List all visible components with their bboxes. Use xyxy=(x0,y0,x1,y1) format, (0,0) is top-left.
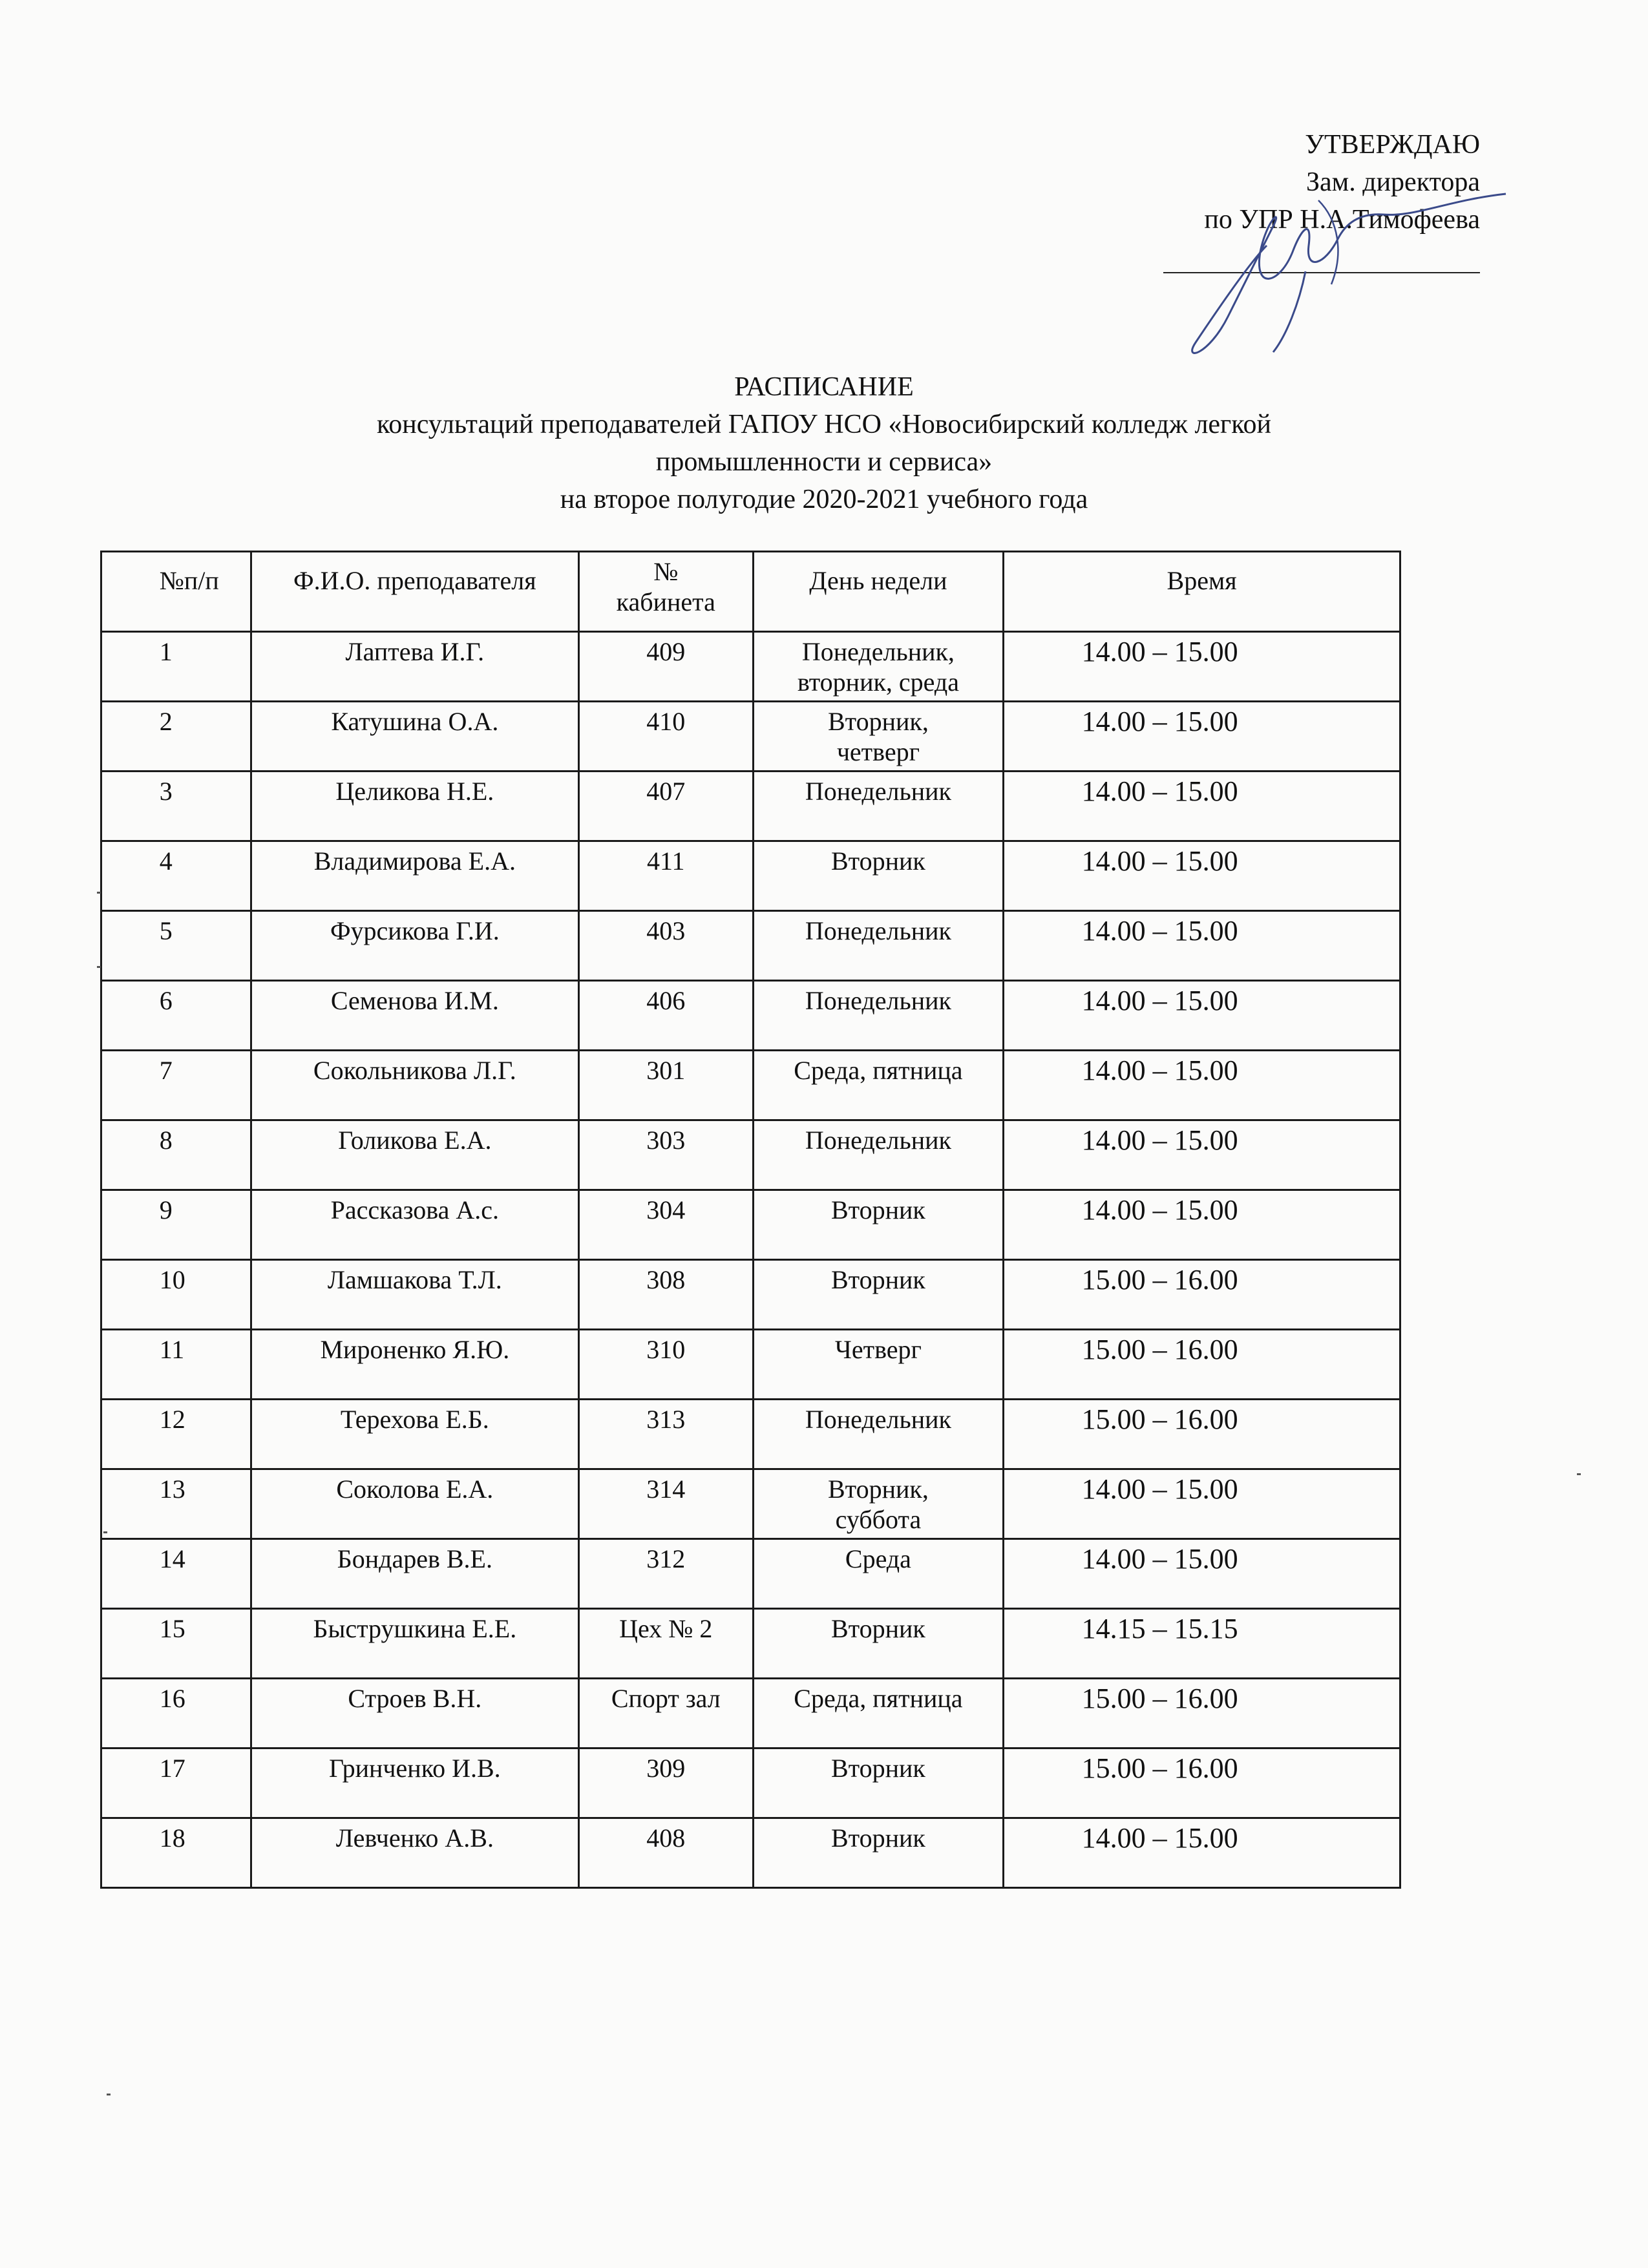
cell-name: Гринченко И.В. xyxy=(251,1748,578,1818)
cell-room: 403 xyxy=(578,911,753,981)
table-row xyxy=(101,1260,1400,1330)
cell-day xyxy=(753,1679,1004,1748)
cell-day-line-1: Вторник xyxy=(830,1823,925,1853)
cell-time: 14.00 – 15.00 xyxy=(1004,1190,1400,1260)
cell-room: 406 xyxy=(578,981,753,1051)
table-row xyxy=(101,702,1400,772)
cell-room: Цех № 2 xyxy=(578,1609,753,1679)
cell-name: Лаптева И.Г. xyxy=(251,632,578,702)
cell-name: Быструшкина Е.Е. xyxy=(251,1609,578,1679)
title-heading: РАСПИСАНИЕ xyxy=(734,372,914,402)
cell-day-line-1: Среда, пятница xyxy=(794,1684,963,1713)
cell-day-line-1: Вторник, xyxy=(827,1475,929,1504)
cell-num: 16 xyxy=(101,1679,251,1748)
cell-day xyxy=(753,1748,1004,1818)
cell-day xyxy=(753,702,1004,772)
cell-room: 314 xyxy=(578,1469,753,1539)
cell-time: 15.00 – 16.00 xyxy=(1004,1330,1400,1400)
cell-name: Строев В.Н. xyxy=(251,1679,578,1748)
cell-day-line-1: Понедельник xyxy=(805,916,951,945)
table-row xyxy=(101,1190,1400,1260)
cell-room: 309 xyxy=(578,1748,753,1818)
cell-day-line-1: Понедельник xyxy=(805,986,951,1015)
table-row xyxy=(101,1748,1400,1818)
cell-day xyxy=(753,981,1004,1051)
table-header-row xyxy=(101,552,1400,632)
title-line-2: консультаций преподавателей ГАПОУ НСО «Новосибирский колледж легкой xyxy=(376,410,1272,439)
cell-room: 312 xyxy=(578,1539,753,1609)
header-num: №п/п xyxy=(101,552,251,632)
cell-day-line-2: вторник, среда xyxy=(797,667,959,697)
cell-time: 14.15 – 15.15 xyxy=(1004,1609,1400,1679)
cell-day xyxy=(753,1260,1004,1330)
cell-num: 12 xyxy=(101,1400,251,1469)
cell-num: 3 xyxy=(101,772,251,841)
cell-num: 2 xyxy=(101,702,251,772)
cell-day-line-1: Вторник xyxy=(830,1265,925,1294)
cell-num: 7 xyxy=(101,1051,251,1120)
cell-room: 304 xyxy=(578,1190,753,1260)
approval-person: по УПР Н.А.Тимофеева xyxy=(1204,205,1480,235)
cell-day xyxy=(753,1330,1004,1400)
cell-day xyxy=(753,1539,1004,1609)
cell-num: 8 xyxy=(101,1120,251,1190)
cell-name: Левченко А.В. xyxy=(251,1818,578,1888)
header-day: День недели xyxy=(753,552,1004,632)
cell-num: 10 xyxy=(101,1260,251,1330)
table-row xyxy=(101,1679,1400,1748)
cell-name: Целикова Н.Е. xyxy=(251,772,578,841)
table-row xyxy=(101,1609,1400,1679)
document-title xyxy=(0,368,1648,518)
cell-name: Соколова Е.А. xyxy=(251,1469,578,1539)
scan-speck xyxy=(97,966,101,968)
cell-day xyxy=(753,1120,1004,1190)
cell-num: 6 xyxy=(101,981,251,1051)
cell-time: 14.00 – 15.00 xyxy=(1004,1818,1400,1888)
cell-name: Владимирова Е.А. xyxy=(251,841,578,911)
cell-day xyxy=(753,772,1004,841)
cell-day-line-1: Вторник xyxy=(830,846,925,876)
table-row xyxy=(101,632,1400,702)
cell-day xyxy=(753,911,1004,981)
table-row xyxy=(101,772,1400,841)
table-row xyxy=(101,1400,1400,1469)
cell-name: Ламшакова Т.Л. xyxy=(251,1260,578,1330)
title-line-4: на второе полугодие 2020-2021 учебного года xyxy=(560,485,1088,514)
title-line-3: промышленности и сервиса» xyxy=(655,447,993,477)
cell-name: Фурсикова Г.И. xyxy=(251,911,578,981)
header-time: Время xyxy=(1004,552,1400,632)
scan-speck xyxy=(97,892,101,894)
cell-room: 410 xyxy=(578,702,753,772)
table-row xyxy=(101,981,1400,1051)
cell-time: 14.00 – 15.00 xyxy=(1004,702,1400,772)
cell-day-line-2: четверг xyxy=(836,737,920,766)
cell-day-line-2: суббота xyxy=(835,1505,922,1534)
table-row xyxy=(101,1469,1400,1539)
cell-day-line-1: Вторник xyxy=(830,1754,925,1783)
table-row xyxy=(101,1539,1400,1609)
header-name: Ф.И.О. преподавателя xyxy=(251,552,578,632)
cell-name: Терехова Е.Б. xyxy=(251,1400,578,1469)
cell-day-line-1: Среда, пятница xyxy=(794,1056,963,1085)
cell-name: Голикова Е.А. xyxy=(251,1120,578,1190)
cell-day-line-1: Понедельник xyxy=(805,1405,951,1434)
cell-day-line-1: Среда xyxy=(845,1544,911,1573)
cell-day xyxy=(753,1609,1004,1679)
cell-name: Бондарев В.Е. xyxy=(251,1539,578,1609)
cell-day xyxy=(753,841,1004,911)
cell-room: 303 xyxy=(578,1120,753,1190)
cell-time: 15.00 – 16.00 xyxy=(1004,1400,1400,1469)
cell-day-line-1: Понедельник xyxy=(805,1126,951,1155)
cell-day-line-1: Вторник xyxy=(830,1614,925,1643)
cell-day xyxy=(753,1818,1004,1888)
cell-time: 14.00 – 15.00 xyxy=(1004,1120,1400,1190)
approval-position: Зам. директора xyxy=(1305,167,1480,197)
cell-time: 15.00 – 16.00 xyxy=(1004,1679,1400,1748)
cell-name: Рассказова А.с. xyxy=(251,1190,578,1260)
cell-time: 14.00 – 15.00 xyxy=(1004,911,1400,981)
cell-time: 14.00 – 15.00 xyxy=(1004,1469,1400,1539)
cell-num: 18 xyxy=(101,1818,251,1888)
cell-room: 301 xyxy=(578,1051,753,1120)
cell-day-line-1: Четверг xyxy=(834,1335,922,1364)
table-row xyxy=(101,1818,1400,1888)
cell-room: 308 xyxy=(578,1260,753,1330)
cell-room: 411 xyxy=(578,841,753,911)
table-row xyxy=(101,1120,1400,1190)
cell-time: 15.00 – 16.00 xyxy=(1004,1260,1400,1330)
cell-num: 1 xyxy=(101,632,251,702)
cell-day xyxy=(753,1190,1004,1260)
cell-day-line-1: Вторник, xyxy=(827,707,929,736)
cell-time: 14.00 – 15.00 xyxy=(1004,632,1400,702)
table-row xyxy=(101,1330,1400,1400)
cell-room: 407 xyxy=(578,772,753,841)
approval-title: УТВЕРЖДАЮ xyxy=(1305,130,1480,160)
cell-time: 15.00 – 16.00 xyxy=(1004,1748,1400,1818)
cell-day xyxy=(753,1469,1004,1539)
cell-num: 15 xyxy=(101,1609,251,1679)
cell-name: Катушина О.А. xyxy=(251,702,578,772)
cell-room: 313 xyxy=(578,1400,753,1469)
cell-time: 14.00 – 15.00 xyxy=(1004,981,1400,1051)
cell-num: 9 xyxy=(101,1190,251,1260)
cell-day-line-1: Понедельник xyxy=(805,777,951,806)
cell-num: 4 xyxy=(101,841,251,911)
table-row xyxy=(101,1051,1400,1120)
cell-num: 17 xyxy=(101,1748,251,1818)
cell-name: Сокольникова Л.Г. xyxy=(251,1051,578,1120)
cell-num: 14 xyxy=(101,1539,251,1609)
cell-day xyxy=(753,632,1004,702)
scan-speck xyxy=(1577,1473,1581,1475)
cell-room: 408 xyxy=(578,1818,753,1888)
signature-image xyxy=(1170,174,1532,368)
cell-num: 5 xyxy=(101,911,251,981)
schedule-table xyxy=(100,551,1401,1889)
cell-day xyxy=(753,1400,1004,1469)
scan-speck xyxy=(107,2094,111,2095)
cell-time: 14.00 – 15.00 xyxy=(1004,1051,1400,1120)
cell-day-line-1: Вторник xyxy=(830,1195,925,1224)
cell-time: 14.00 – 15.00 xyxy=(1004,841,1400,911)
scan-speck xyxy=(103,1531,107,1533)
cell-num: 11 xyxy=(101,1330,251,1400)
cell-room: Спорт зал xyxy=(578,1679,753,1748)
cell-day xyxy=(753,1051,1004,1120)
cell-room: 409 xyxy=(578,632,753,702)
cell-day-line-1: Понедельник, xyxy=(801,637,955,666)
cell-name: Семенова И.М. xyxy=(251,981,578,1051)
table-row xyxy=(101,841,1400,911)
cell-time: 14.00 – 15.00 xyxy=(1004,1539,1400,1609)
cell-time: 14.00 – 15.00 xyxy=(1004,772,1400,841)
cell-room: 310 xyxy=(578,1330,753,1400)
header-room: № кабинета xyxy=(578,552,753,632)
cell-name: Мироненко Я.Ю. xyxy=(251,1330,578,1400)
cell-num: 13 xyxy=(101,1469,251,1539)
table-row xyxy=(101,911,1400,981)
